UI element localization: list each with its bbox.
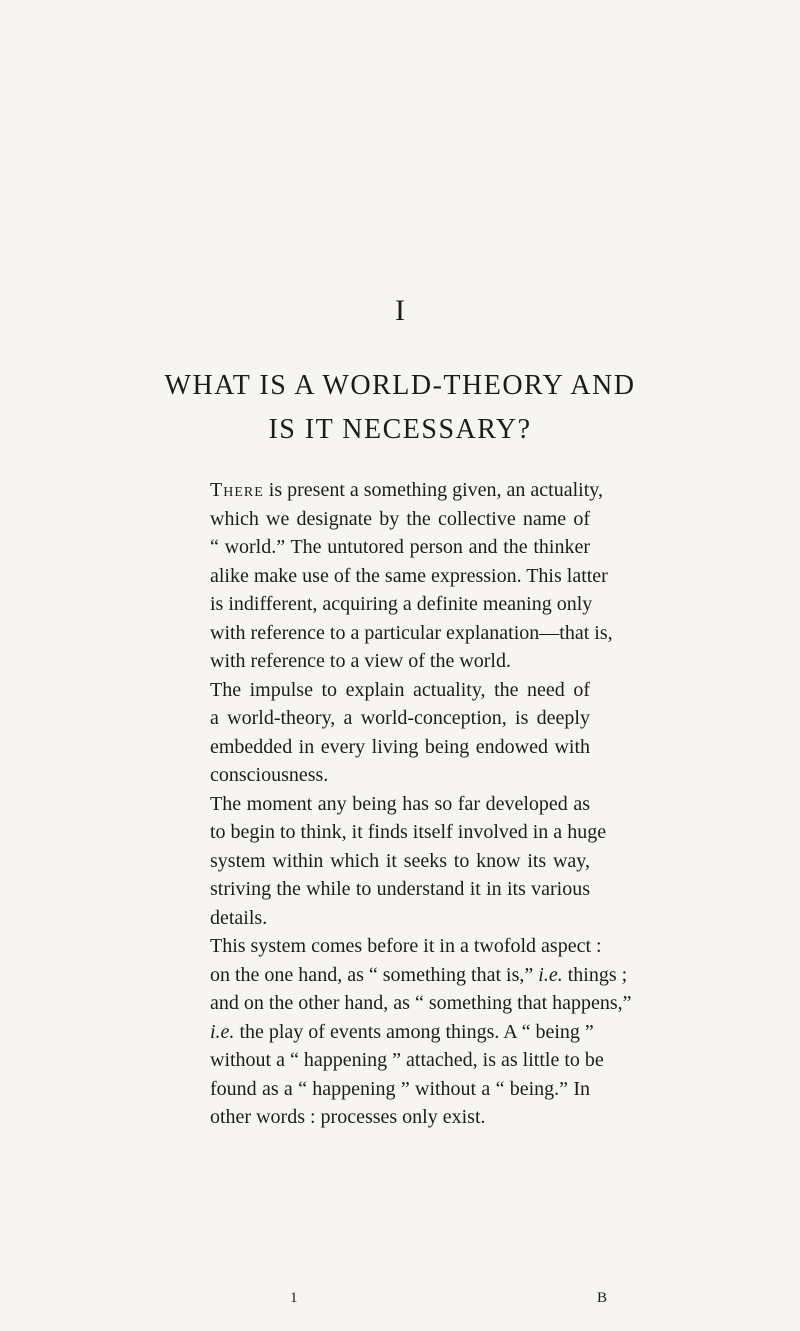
body-text [210, 476, 632, 1132]
abbreviation-ie: i.e. [210, 1020, 235, 1043]
text-line: which we designate by the collective name of [210, 507, 590, 530]
text-line: embedded in every living being endowed with [210, 735, 590, 758]
text-line: other words : processes only exist. [210, 1106, 486, 1128]
text-line: with reference to a particular explanation—that is, [210, 621, 613, 644]
text-line: details. [210, 906, 268, 929]
paragraph-3 [210, 790, 607, 933]
abbreviation-ie: i.e. [538, 963, 563, 986]
drop-word: There [210, 479, 264, 501]
paragraph-4 [210, 932, 632, 1132]
text-line: a world-theory, a world-conception, is deeply [210, 707, 590, 729]
paragraph-2 [210, 676, 590, 790]
text-line: The impulse to explain actuality, the need of [210, 678, 590, 701]
text-line: on the one hand, as “ something that is,” i.e. things ; [210, 963, 628, 986]
text-line [210, 476, 603, 505]
page-number: 1 [290, 1290, 298, 1306]
text-line: striving the while to understand it in its various [210, 878, 590, 900]
text-line: i.e. the play of events among things. A “ being ” [210, 1020, 594, 1043]
text-line: without a “ happening ” attached, is as little to be [210, 1049, 604, 1071]
text-line: This system comes before it in a twofold aspect : [210, 935, 602, 957]
text-line: is indifferent, acquiring a definite meaning only [210, 593, 593, 615]
text-line: and on the other hand, as “ something that happens,” [210, 992, 632, 1014]
chapter-number: I [395, 294, 405, 327]
text-line: with reference to a view of the world. [210, 650, 511, 672]
text-line: The moment any being has so far developed as [210, 792, 590, 815]
text-line: alike make use of the same expression. This latter [210, 564, 608, 587]
text-line: to begin to think, it finds itself involved in a huge [210, 821, 607, 843]
text-line-rest: is present a something given, an actuality, [263, 479, 603, 501]
text-line: “ world.” The untutored person and the thinker [210, 536, 590, 558]
chapter-title [0, 364, 800, 452]
text-line: system within which it seeks to know its way, [210, 849, 590, 872]
text-line: found as a “ happening ” without a “ being.” In [210, 1077, 590, 1100]
signature-mark: B [597, 1290, 608, 1306]
text-line: consciousness. [210, 764, 329, 786]
chapter-title-line-1: WHAT IS A WORLD-THEORY AND [164, 370, 636, 401]
chapter-title-line-2: IS IT NECESSARY? [268, 414, 532, 445]
paragraph-1 [210, 476, 613, 676]
